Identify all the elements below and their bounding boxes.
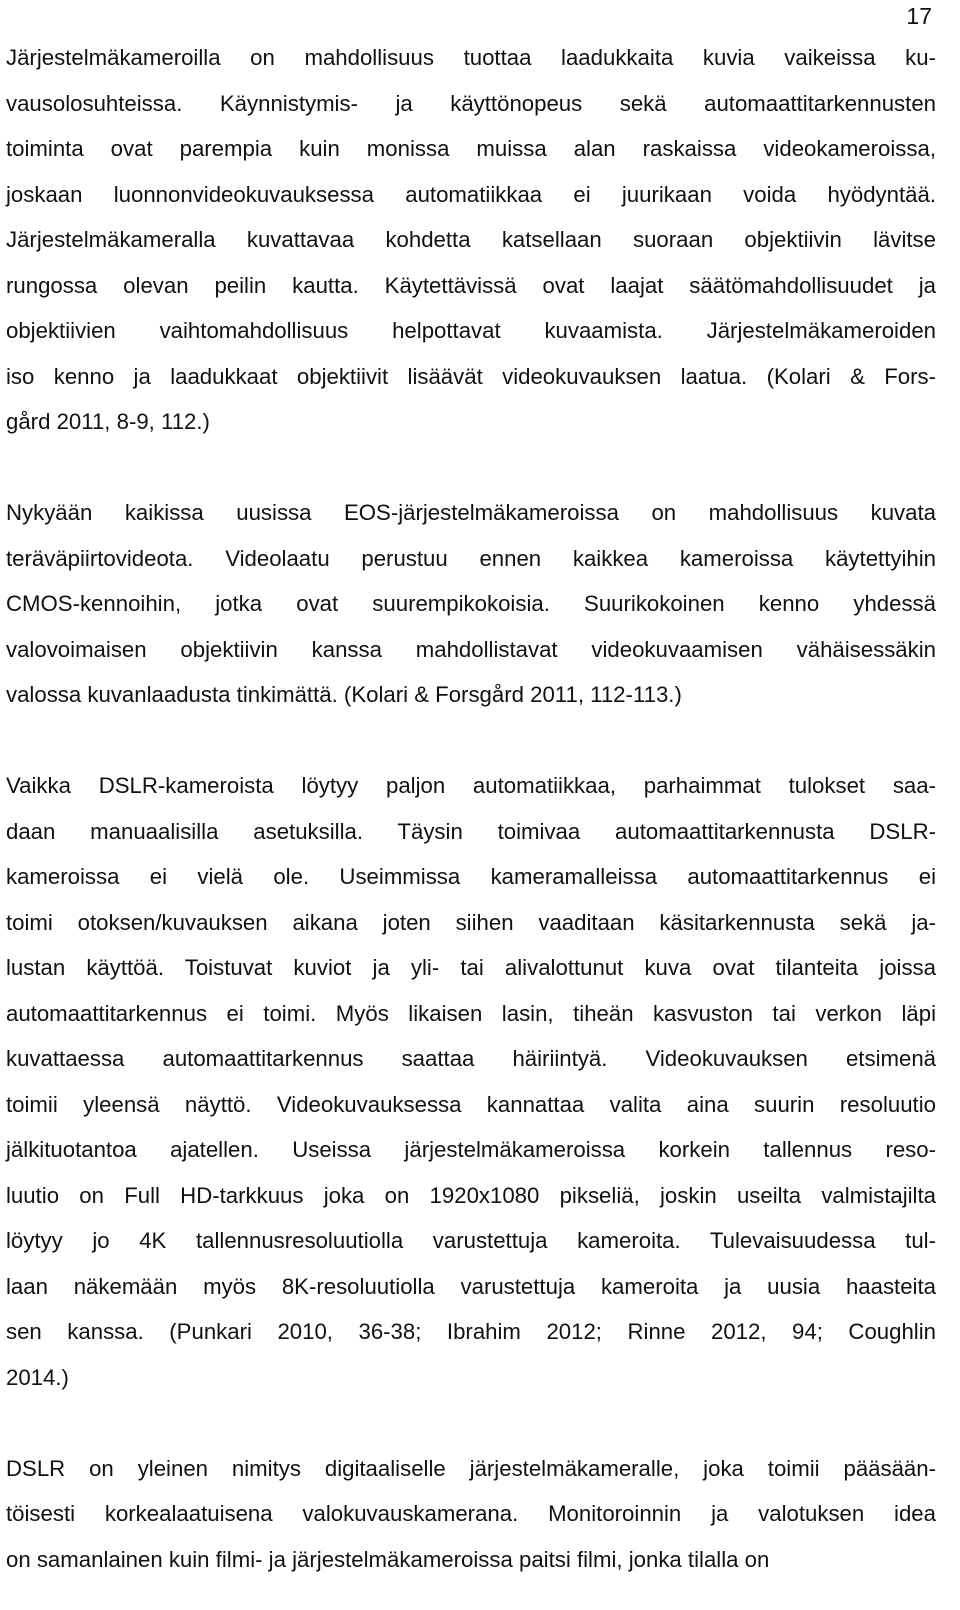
text-line: toiminta ovat parempia kuin monissa muissa alan raskaissa videokameroissa, <box>6 136 936 161</box>
text-line: vausolosuhteissa. Käynnistymis- ja käyttönopeus sekä automaattitarkennusten <box>6 90 936 116</box>
text-line: Vaikka DSLR-kameroista löytyy paljon automatiikkaa, parhaimmat tulokset saa- <box>6 773 936 798</box>
paragraph-1 <box>6 35 936 445</box>
paragraph-4 <box>6 1446 936 1583</box>
text-line: luutio on Full HD-tarkkuus joka on 1920x1080 pikseliä, joskin useilta valmistajilta <box>6 1182 936 1208</box>
text-line: Nykyään kaikissa uusissa EOS-järjestelmäkameroissa on mahdollisuus kuvata <box>6 500 936 525</box>
text-line: sen kanssa. (Punkari 2010, 36-38; Ibrahim 2012; Rinne 2012, 94; Coughlin <box>6 1319 936 1344</box>
paragraph-3 <box>6 763 936 1400</box>
text-line: valovoimaisen objektiivin kanssa mahdollistavat videokuvaamisen vähäisessäkin <box>6 636 936 662</box>
text-line: 2014.) <box>6 1364 69 1390</box>
paragraph-2 <box>6 490 936 718</box>
text-line: rungossa olevan peilin kautta. Käytettävissä ovat laajat säätömahdollisuudet ja <box>6 272 936 298</box>
text-line: Järjestelmäkameroilla on mahdollisuus tuottaa laadukkaita kuvia vaikeissa ku- <box>6 45 936 70</box>
text-line: joskaan luonnonvideokuvauksessa automatiikkaa ei juurikaan voida hyödyntää. <box>6 181 936 207</box>
document-body <box>6 35 936 1582</box>
text-line: laan näkemään myös 8K-resoluutiolla varustettuja kameroita ja uusia haasteita <box>6 1273 936 1299</box>
text-line: kuvattaessa automaattitarkennus saattaa häiriintyä. Videokuvauksen etsimenä <box>6 1046 936 1071</box>
text-line: iso kenno ja laadukkaat objektiivit lisäävät videokuvauksen laatua. (Kolari & Fors- <box>6 363 936 389</box>
text-line: lustan käyttöä. Toistuvat kuviot ja yli- tai alivalottunut kuva ovat tilanteita joissa <box>6 955 936 980</box>
text-line: on samanlainen kuin filmi- ja järjestelmäkameroissa paitsi filmi, jonka tilalla on <box>6 1546 770 1572</box>
text-line: Järjestelmäkameralla kuvattavaa kohdetta katsellaan suoraan objektiivin lävitse <box>6 227 936 252</box>
text-line: DSLR on yleinen nimitys digitaaliselle järjestelmäkameralle, joka toimii pääsään- <box>6 1455 936 1481</box>
page-number: 17 <box>906 3 932 29</box>
text-line: gård 2011, 8-9, 112.) <box>6 409 210 434</box>
text-line: toimii yleensä näyttö. Videokuvauksessa kannattaa valita aina suurin resoluutio <box>6 1091 936 1117</box>
text-line: objektiivien vaihtomahdollisuus helpottavat kuvaamista. Järjestelmäkameroiden <box>6 318 936 343</box>
text-line: jälkituotantoa ajatellen. Useissa järjestelmäkameroissa korkein tallennus reso- <box>6 1137 936 1162</box>
text-line: daan manuaalisilla asetuksilla. Täysin toimivaa automaattitarkennusta DSLR- <box>6 818 936 844</box>
text-line: valossa kuvanlaadusta tinkimättä. (Kolari & Forsgård 2011, 112-113.) <box>6 682 682 707</box>
text-line: kameroissa ei vielä ole. Useimmissa kameramalleissa automaattitarkennus ei <box>6 864 936 889</box>
text-line: CMOS-kennoihin, jotka ovat suurempikokoisia. Suurikokoinen kenno yhdessä <box>6 591 936 616</box>
text-line: löytyy jo 4K tallennusresoluutiolla varustettuja kameroita. Tulevaisuudessa tul- <box>6 1228 936 1253</box>
text-line: automaattitarkennus ei toimi. Myös likaisen lasin, tiheän kasvuston tai verkon läpi <box>6 1000 936 1026</box>
text-line: töisesti korkealaatuisena valokuvauskamerana. Monitoroinnin ja valotuksen idea <box>6 1501 936 1526</box>
text-line: teräväpiirtovideota. Videolaatu perustuu ennen kaikkea kameroissa käytettyihin <box>6 545 936 571</box>
text-line: toimi otoksen/kuvauksen aikana joten siihen vaaditaan käsitarkennusta sekä ja- <box>6 909 936 935</box>
